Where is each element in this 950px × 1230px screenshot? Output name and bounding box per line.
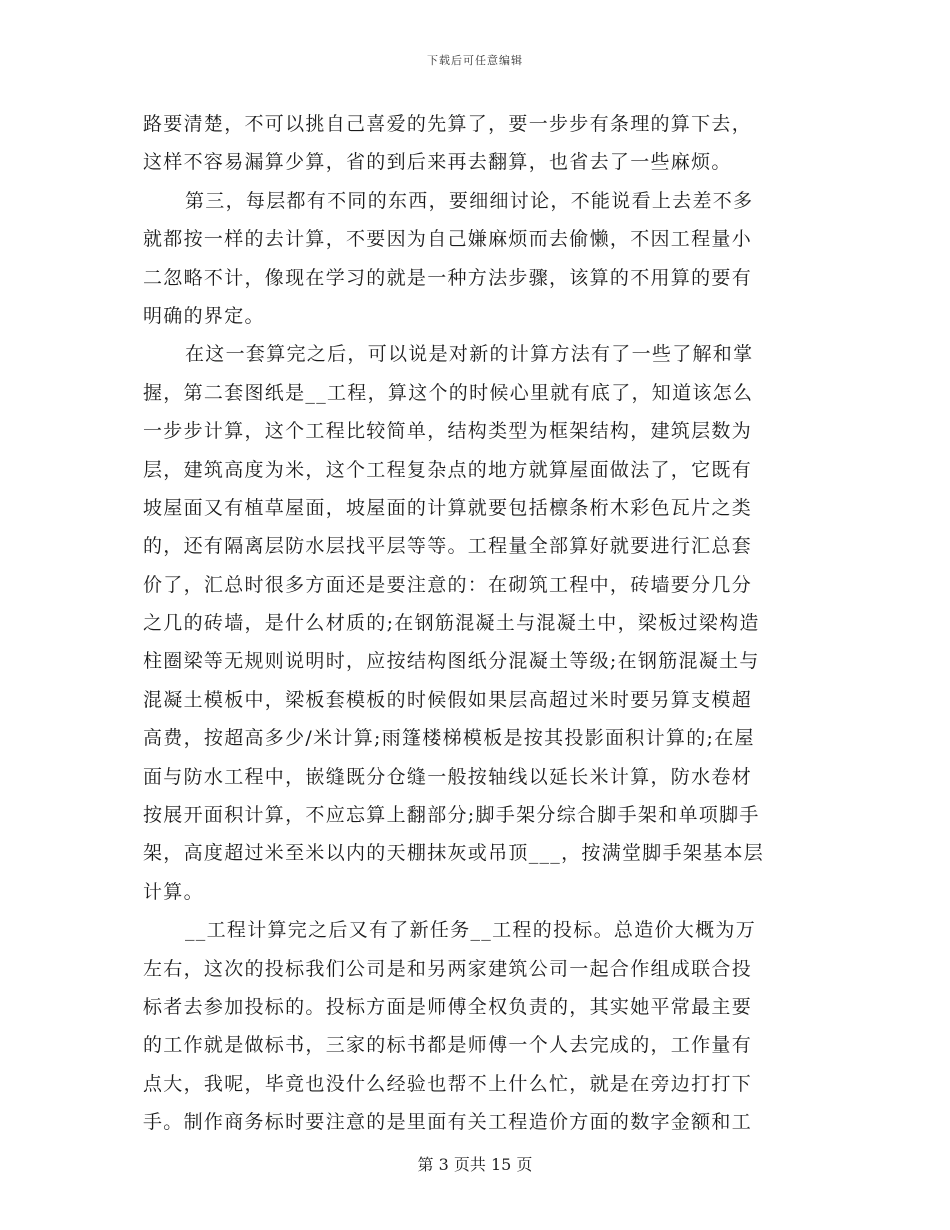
text-line: 价了，汇总时很多方面还是要注意的：在砌筑工程中，砖墙要分几分 — [143, 573, 753, 596]
document-body — [143, 105, 809, 1142]
text-line: 标者去参加投标的。投标方面是师傅全权负责的，其实她平常最主要 — [143, 995, 753, 1018]
paragraph — [143, 335, 809, 911]
text-line: 点大，我呢，毕竟也没什么经验也帮不上什么忙，就是在旁边打打下 — [143, 1072, 753, 1095]
text-line: 在这一套算完之后，可以说是对新的计算方法有了一些了解和掌 — [185, 343, 754, 366]
text-line: __工程计算完之后又有了新任务__工程的投标。总造价大概为万 — [185, 919, 757, 942]
paragraph — [143, 182, 809, 336]
text-line: 面与防水工程中，嵌缝既分仓缝一般按轴线以延长米计算，防水卷材 — [143, 765, 753, 788]
text-line: 这样不容易漏算少算，省的到后来再去翻算，也省去了一些麻烦。 — [143, 151, 732, 174]
text-line: 的工作就是做标书，三家的标书都是师傅一个人去完成的，工作量有 — [143, 1034, 753, 1057]
text-line: 路要清楚，不可以挑自己喜爱的先算了，要一步步有条理的算下去， — [143, 113, 753, 135]
text-line: 的，还有隔离层防水层找平层等等。工程量全部算好就要进行汇总套 — [143, 535, 753, 558]
text-line: 明确的界定。 — [143, 304, 265, 327]
text-line: 手。制作商务标时要注意的是里面有关工程造价方面的数字金额和工 — [143, 1111, 753, 1134]
text-line: 高费，按超高多少/米计算;雨篷楼梯模板是按其投影面积计算的;在屋 — [143, 727, 755, 750]
page-header: 下载后可任意编辑 — [427, 54, 523, 67]
text-line: 左右，这次的投标我们公司是和另两家建筑公司一起合作组成联合投 — [143, 957, 753, 980]
text-line: 第三，每层都有不同的东西，要细细讨论，不能说看上去差不多 — [185, 189, 754, 212]
text-line: 二忽略不计，像现在学习的就是一种方法步骤，该算的不用算的要有 — [143, 266, 753, 289]
page-footer: 第 3 页共 15 页 — [417, 1155, 533, 1174]
text-line: 一步步计算，这个工程比较简单，结构类型为框架结构，建筑层数为 — [143, 420, 753, 443]
text-line: 架，高度超过米至米以内的天棚抹灰或吊顶___，按满堂脚手架基本层 — [143, 842, 765, 865]
text-line: 之几的砖墙，是什么材质的;在钢筋混凝土与混凝土中，梁板过梁构造 — [143, 612, 760, 635]
text-line: 计算。 — [143, 880, 204, 903]
text-line: 层，建筑高度为米，这个工程复杂点的地方就算屋面做法了，它既有 — [143, 458, 753, 481]
text-line: 握，第二套图纸是__工程，算这个的时候心里就有底了，知道该怎么 — [143, 381, 754, 404]
text-line: 按展开面积计算，不应忘算上翻部分;脚手架分综合脚手架和单项脚手 — [143, 804, 760, 827]
paragraph — [143, 105, 809, 182]
text-line: 混凝土模板中，梁板套模板的时候假如果层高超过米时要另算支模超 — [143, 688, 753, 711]
text-line: 就都按一样的去计算，不要因为自己嫌麻烦而去偷懒，不因工程量小 — [143, 228, 753, 251]
text-line: 柱圈梁等无规则说明时，应按结构图纸分混凝土等级;在钢筋混凝土与 — [143, 650, 760, 673]
text-line: 坡屋面又有植草屋面，坡屋面的计算就要包括檩条桁木彩色瓦片之类 — [143, 496, 753, 519]
paragraph — [143, 911, 809, 1141]
